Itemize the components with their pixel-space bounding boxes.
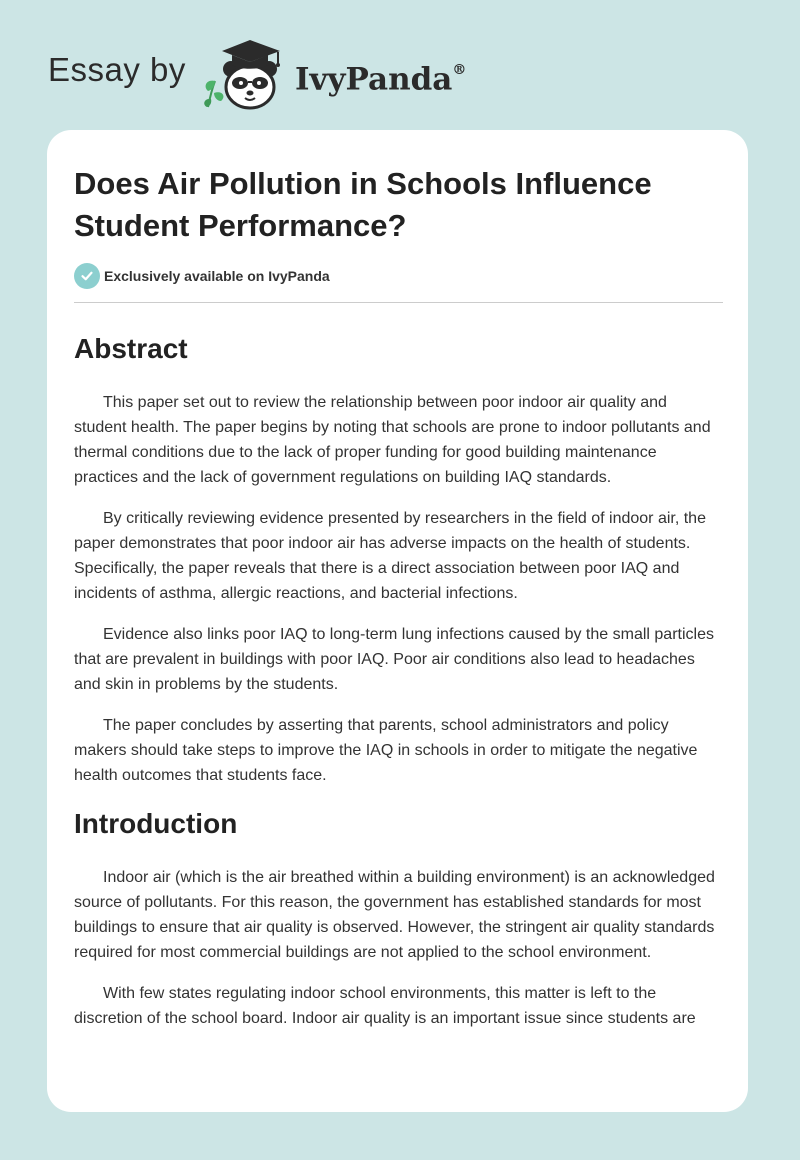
essay-by-label: Essay by (48, 51, 186, 88)
registered-mark: ® (452, 62, 467, 78)
brand-name: IvyPanda (295, 61, 453, 98)
paragraph: The paper concludes by asserting that parents, school administrators and policy makers should take steps to improve the IAQ in schools in order to mitigate the negative health outcomes that students face. (74, 717, 698, 784)
site-header (0, 0, 800, 128)
article-body (74, 320, 723, 1031)
check-icon (74, 263, 100, 289)
exclusive-label: Exclusively available on IvyPanda (104, 268, 330, 284)
section-heading-introduction: Introduction (74, 808, 238, 839)
divider (74, 302, 723, 303)
paragraph: By critically reviewing evidence presented by researchers in the field of indoor air, the paper demonstrates that poor indoor air has adverse impacts on the health of students. Specifically, the paper reveals that there is a direct association between poor IAQ and incidents of asthma, allergic reactions, and bacterial infections. (74, 510, 706, 602)
paragraph: With few states regulating indoor school environments, this matter is left to the discretion of the school board. Indoor air quality is an important issue since students are (74, 985, 696, 1027)
paragraph: This paper set out to review the relationship between poor indoor air quality and student health. The paper begins by noting that schools are prone to indoor pollutants and thermal conditions due to the lack of proper funding for good building maintenance practices and the lack of government regulations on building IAQ standards. (74, 394, 711, 486)
section-heading-abstract: Abstract (74, 333, 188, 364)
essay-card (47, 130, 748, 1112)
brand-logo[interactable] (295, 54, 466, 99)
panda-graduate-icon[interactable] (200, 35, 292, 111)
paragraph: Evidence also links poor IAQ to long-term lung infections caused by the small particles that are prevalent in buildings with poor IAQ. Poor air conditions also lead to headaches and skin in problems by the students. (74, 626, 714, 693)
exclusive-badge (74, 263, 330, 289)
paragraph: Indoor air (which is the air breathed within a building environment) is an acknowledged source of pollutants. For this reason, the government has established standards for most buildings to ensure that air quality is observed. However, the stringent air quality standards required for most commercial buildings are not applied to the school environment. (74, 869, 715, 961)
page-title: Does Air Pollution in Schools Influence Student Performance? (74, 166, 652, 243)
